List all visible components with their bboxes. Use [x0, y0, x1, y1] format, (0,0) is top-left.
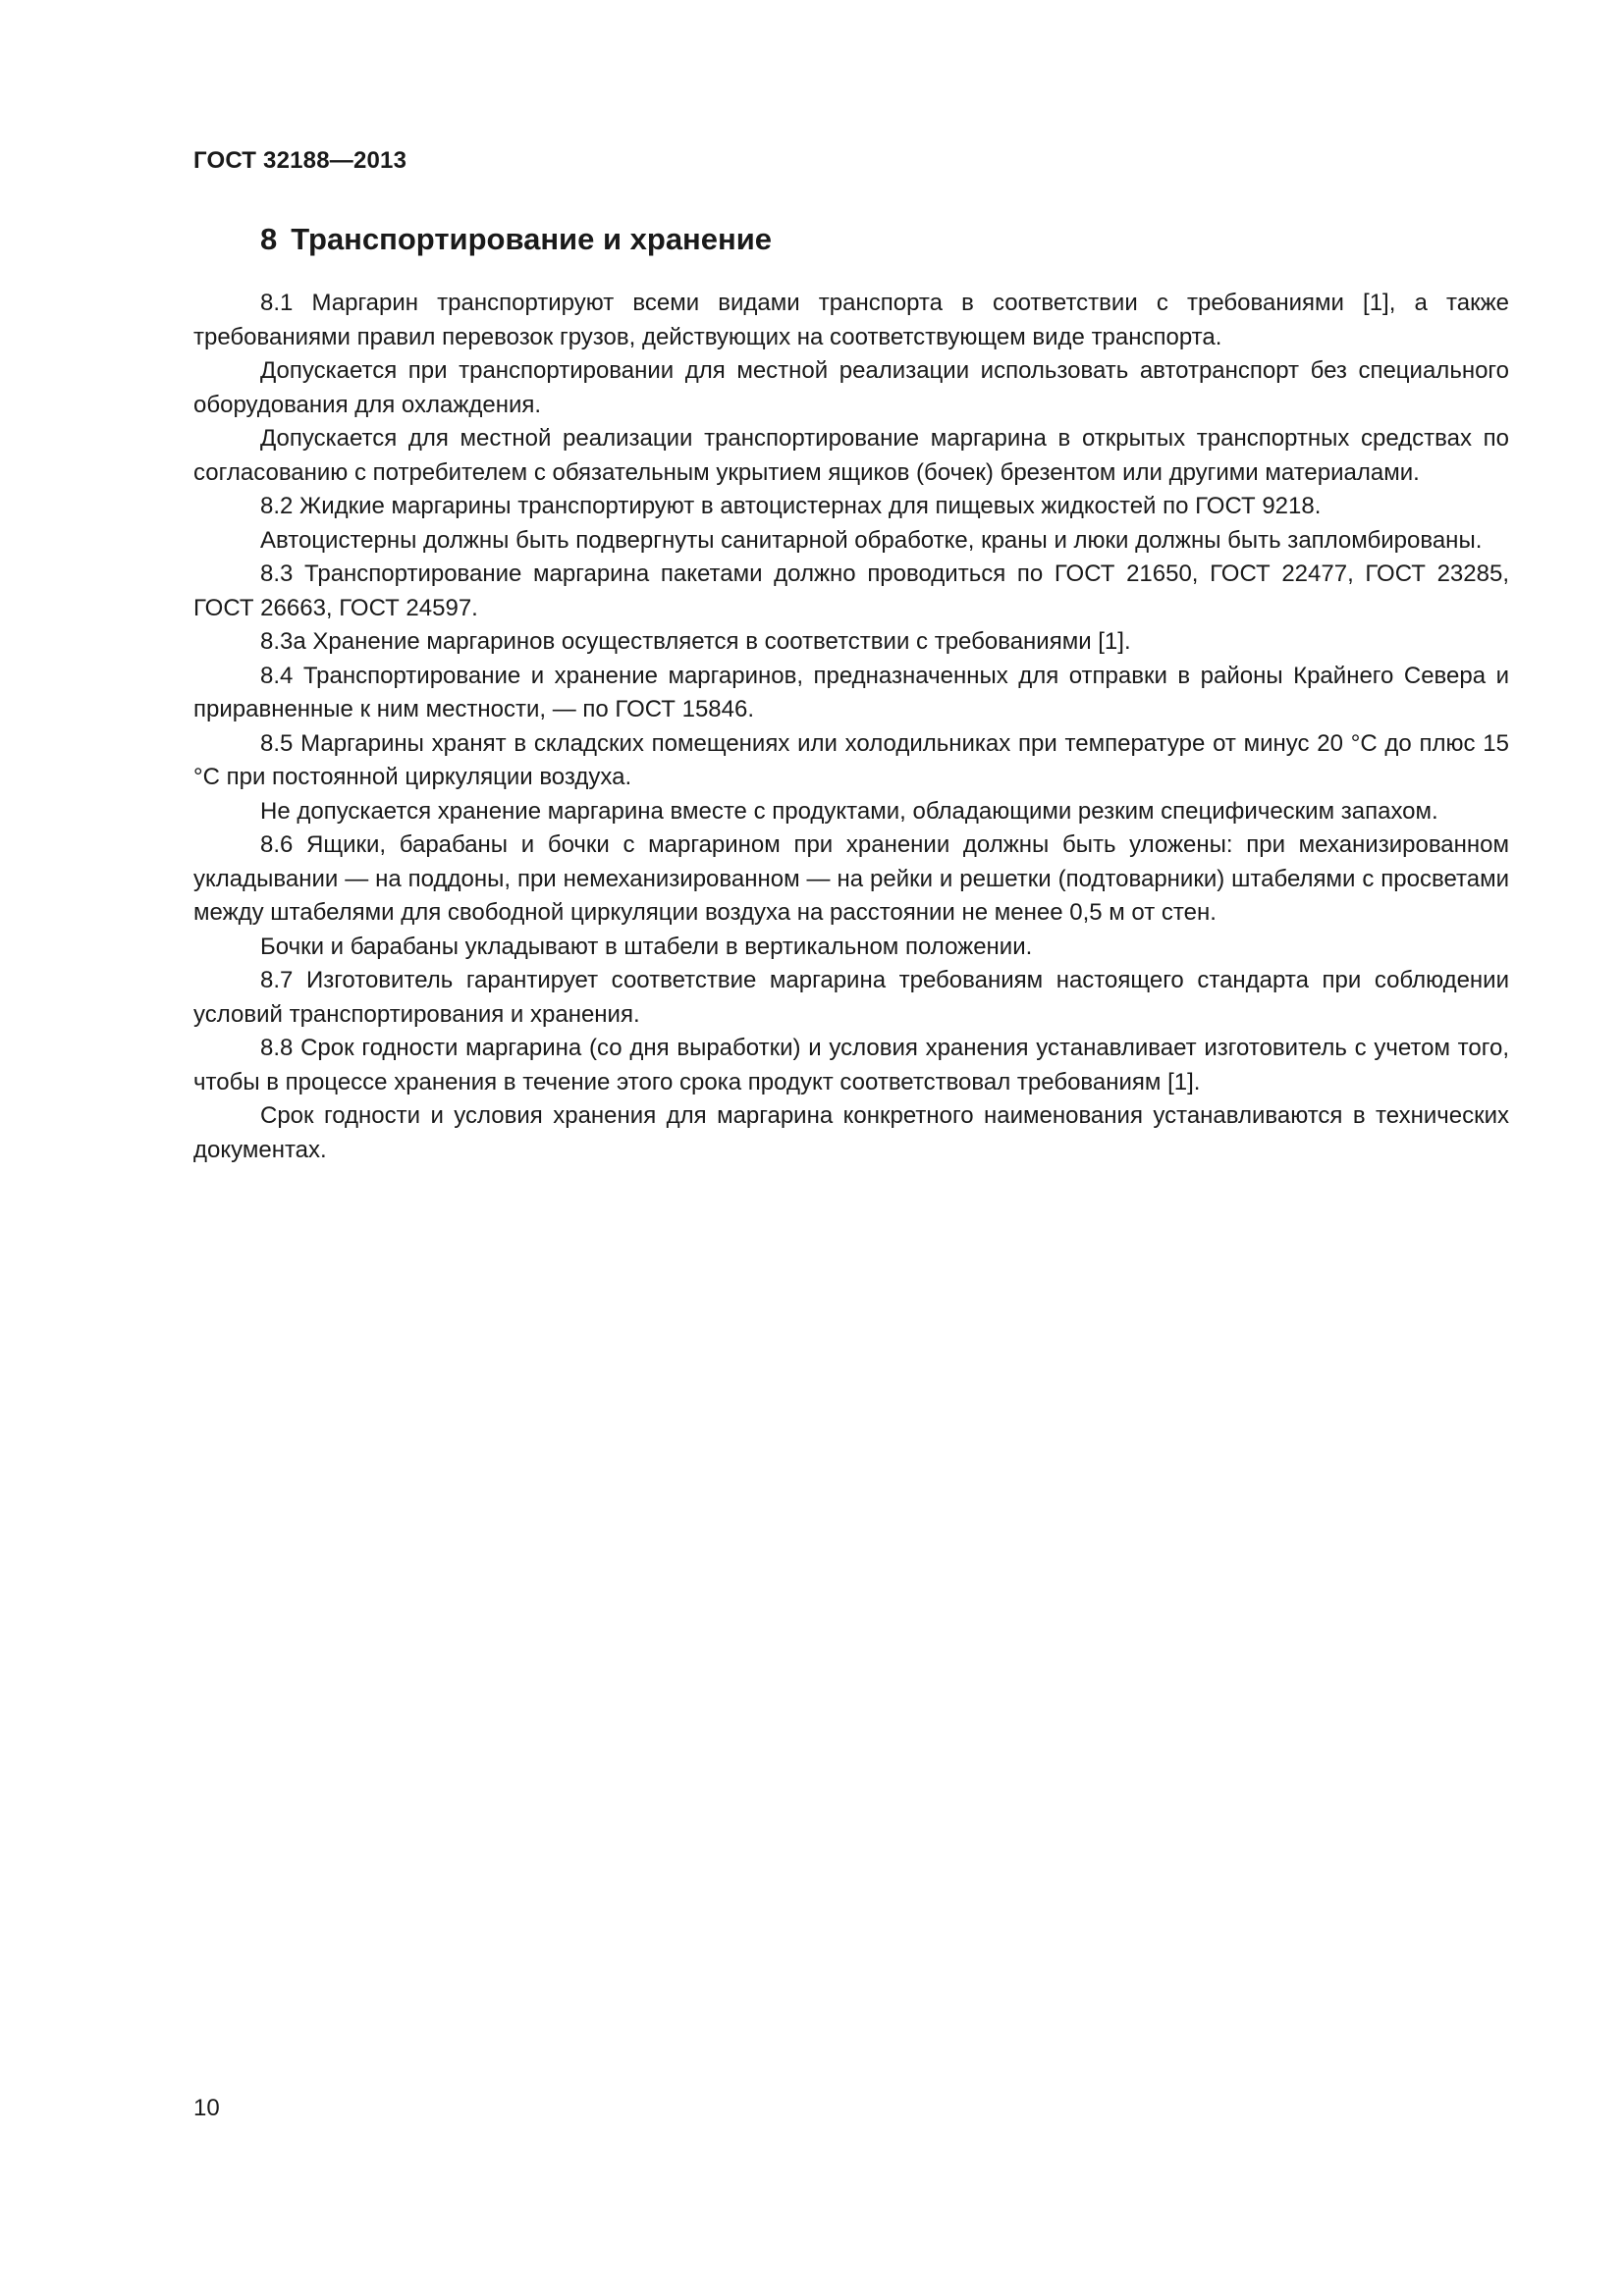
section-title: Транспортирование и хранение [291, 222, 773, 256]
paragraph-8-6: 8.6 Ящики, барабаны и бочки с маргарином при хранении должны быть уложены: при механизированном укладывании — на поддоны, при немеханизированном — на рейки и решетки (подтоварники) штабелями с просветами между штабелями для свободной циркуляции воздуха на расстоянии не менее 0,5 м от стен. [193, 831, 1509, 926]
paragraph: Срок годности и условия хранения для маргарина конкретного наименования устанавливаются в технических документах. [193, 1102, 1509, 1163]
paragraph-8-5: 8.5 Маргарины хранят в складских помещениях или холодильниках при температуре от минус 20 °С до плюс 15 °С при постоянной циркуляции воздуха. [193, 729, 1509, 790]
document-id: ГОСТ 32188—2013 [193, 147, 407, 174]
section-body [193, 287, 1509, 1167]
paragraph: Бочки и барабаны укладывают в штабели в вертикальном положении. [260, 933, 1033, 960]
paragraph-8-4: 8.4 Транспортирование и хранение маргаринов, предназначенных для отправки в районы Крайнего Севера и приравненные к ним местности, — по ГОСТ 15846. [193, 662, 1509, 722]
paragraph-8-1: 8.1 Маргарин транспортируют всеми видами транспорта в соответствии с требованиями [1], а также требованиями правил перевозок грузов, действующих на соответствующем виде транспорта. [193, 290, 1509, 350]
paragraph: Допускается при транспортировании для местной реализации использовать автотранспорт без специального оборудования для охлаждения. [193, 357, 1509, 418]
paragraph-8-8: 8.8 Срок годности маргарина (со дня выработки) и условия хранения устанавливает изготовитель с учетом того, чтобы в процессе хранения в течение этого срока продукт соответствовал требованиям [1]. [193, 1035, 1509, 1095]
paragraph-8-3: 8.3 Транспортирование маргарина пакетами должно проводиться по ГОСТ 21650, ГОСТ 22477, ГОСТ 23285, ГОСТ 26663, ГОСТ 24597. [193, 561, 1509, 621]
page-number: 10 [193, 2095, 220, 2121]
section-heading [260, 222, 772, 257]
paragraph: Автоцистерны должны быть подвергнуты санитарной обработке, краны и люки должны быть запломбированы. [260, 526, 1483, 554]
paragraph: Не допускается хранение маргарина вместе с продуктами, обладающими резким специфическим запахом. [260, 797, 1438, 825]
paragraph-8-7: 8.7 Изготовитель гарантирует соответствие маргарина требованиям настоящего стандарта при соблюдении условий транспортирования и хранения. [193, 967, 1509, 1028]
paragraph: Допускается для местной реализации транспортирование маргарина в открытых транспортных средствах по согласованию с потребителем с обязательным укрытием ящиков (бочек) брезентом или другими материалами. [193, 425, 1509, 486]
paragraph-8-3a: 8.3а Хранение маргаринов осуществляется в соответствии с требованиями [1]. [260, 628, 1131, 655]
section-number: 8 [260, 222, 278, 256]
paragraph-8-2: 8.2 Жидкие маргарины транспортируют в автоцистернах для пищевых жидкостей по ГОСТ 9218. [260, 493, 1322, 519]
